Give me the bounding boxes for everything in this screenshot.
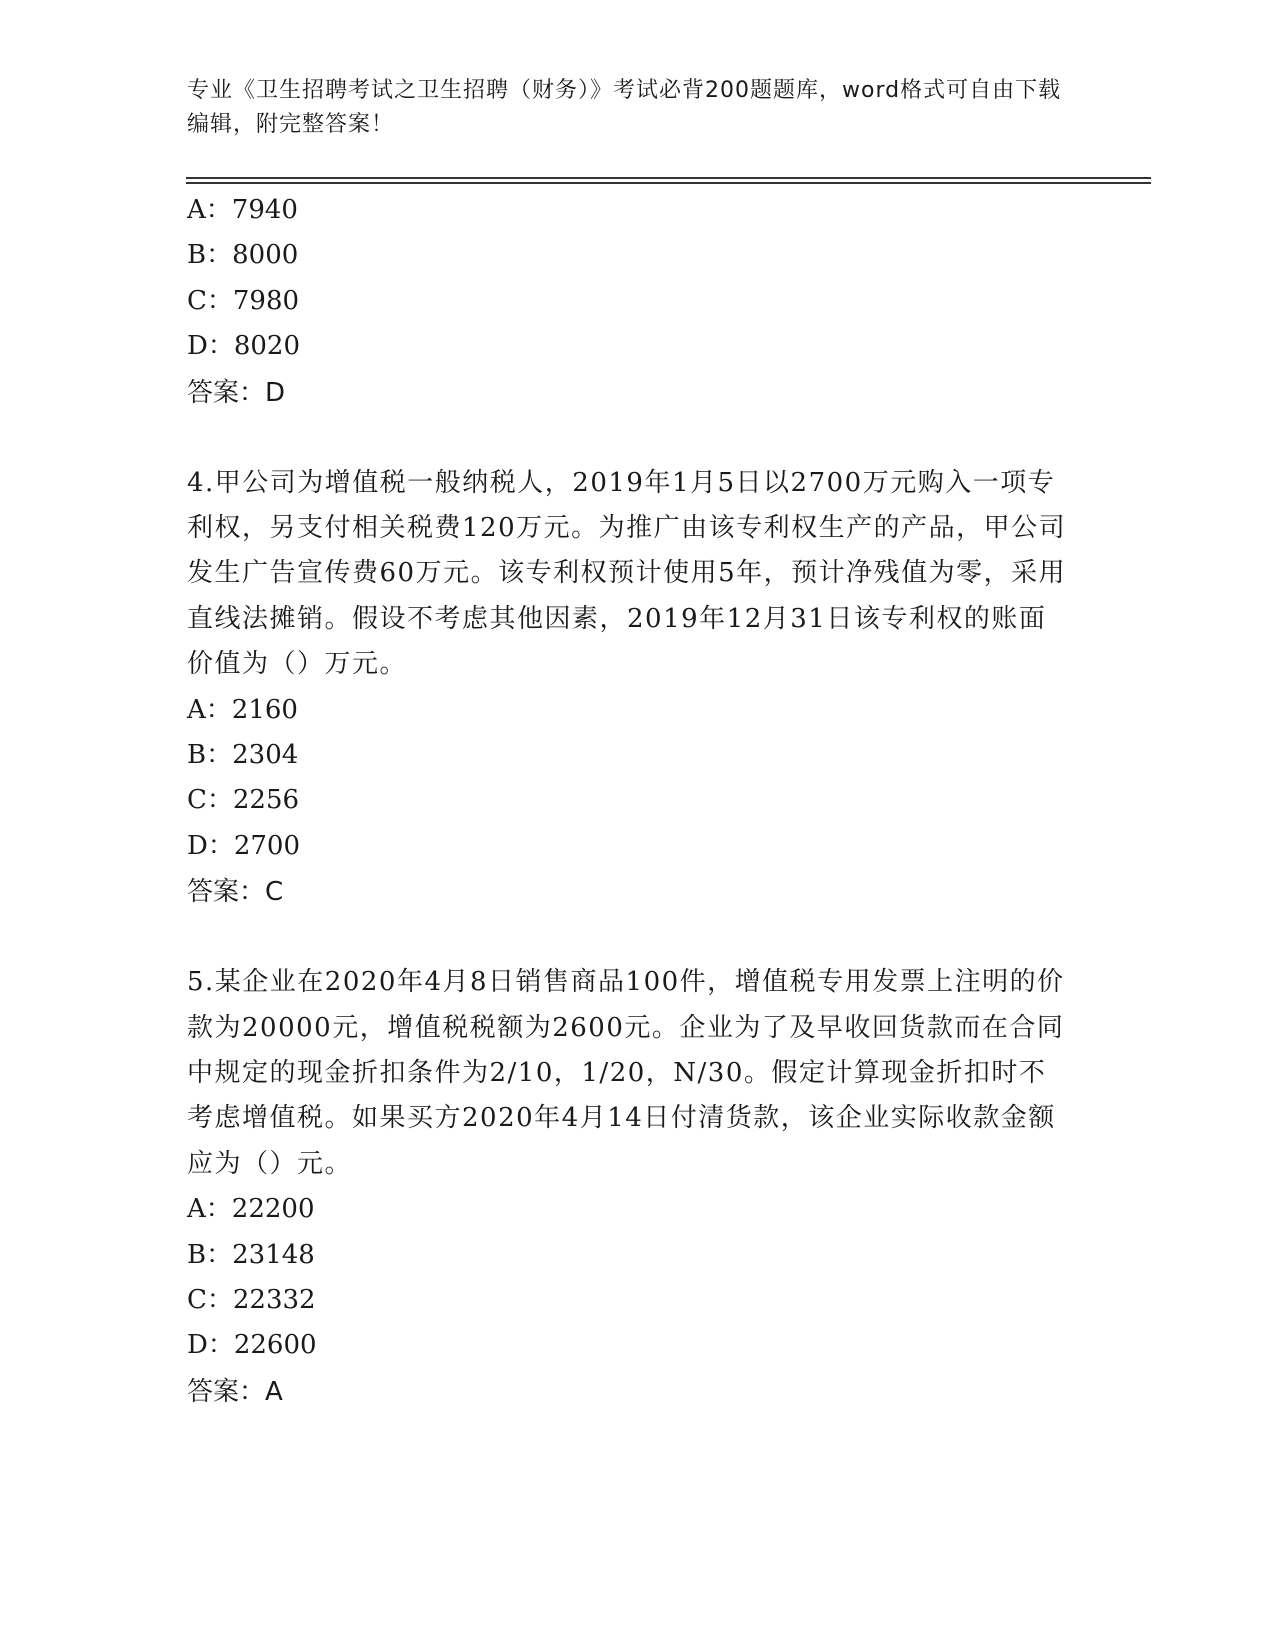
option-a: A：2160 [187,694,298,725]
answer-line: 答案：C [187,877,284,908]
previous-question-block [187,188,1087,416]
option-d: D：22600 [187,1330,317,1361]
option-d: D：2700 [187,830,301,861]
option-c: C：2256 [187,785,300,816]
option-b: B：8000 [187,240,299,271]
question-4-text: 4.甲公司为增值税一般纳税人，2019年1月5日以2700万元购入一项专利权，另支付相关税费120万元。为推广由该专利权生产的产品，甲公司发生广告宣传费60万元。该专利权预计使用5年，预计净残值为零，采用直线法摊销。假设不考虑其他因素，2019年12月31日该专利权的账面价值为（）万元。 [187,467,1067,680]
option-d: D：8020 [187,331,301,362]
option-c: C：7980 [187,285,300,316]
answer-line: 答案：D [187,377,286,408]
answer-line: 答案：A [187,1376,283,1407]
option-a: A：7940 [187,195,298,225]
question-5-text: 5.某企业在2020年4月8日销售商品100件，增值税专用发票上注明的价款为20000元，增值税税额为2600元。企业为了及早收回货款而在合同中规定的现金折扣条件为2/10，1/20，N/30。假定计算现金折扣时不考虑增值税。如果买方2020年4月14日付清货款，该企业实际收款金额应为（）元。 [187,967,1065,1179]
header-divider-bottom [186,182,1151,184]
spacer [187,915,1087,960]
option-c: C：22332 [187,1284,316,1315]
option-a: A：22200 [187,1194,315,1225]
option-b: B：2304 [187,739,299,770]
spacer [187,416,1087,461]
question-4-block [187,461,1087,916]
header-divider-top [186,177,1151,179]
question-content [187,188,1087,1415]
document-header: 专业《卫生招聘考试之卫生招聘（财务）》考试必背200题题库，word格式可自由下载编辑，附完整答案！ [187,78,1062,137]
question-5-block [187,960,1087,1415]
option-b: B：23148 [187,1239,315,1270]
